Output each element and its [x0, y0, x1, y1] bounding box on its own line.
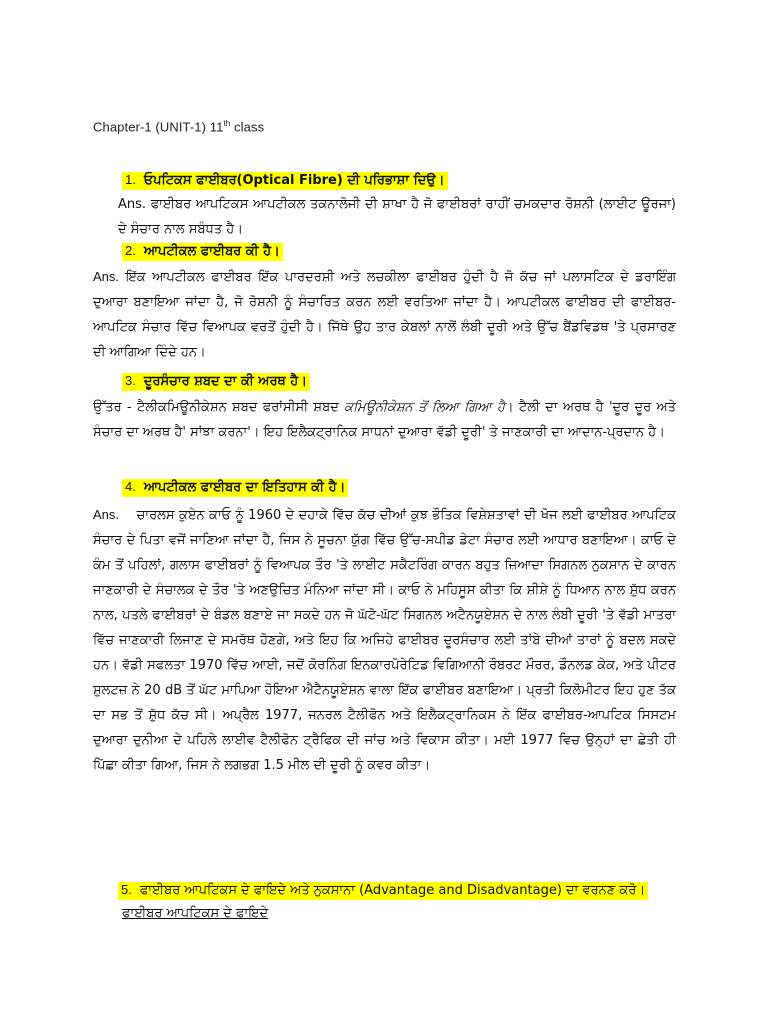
chapter-title-suffix: class: [230, 119, 265, 135]
question-1-highlight: [122, 172, 448, 190]
question-2-answer: [93, 264, 676, 365]
question-2-answer-label: Ans.: [93, 269, 120, 284]
question-1-text: ਓਪਟਿਕਸ ਫਾਈਬਰ(Optical Fibre) ਦੀ ਪਰਿਭਾਸ਼ਾ ਦਿਉ।: [143, 173, 445, 188]
chapter-title-superscript: th: [223, 119, 231, 128]
question-4-answer-text: ਚਾਰਲਸ ਕੁਏਨ ਕਾਓ ਨੂੰ 1960 ਦੇ ਦਹਾਕੇ ਵਿੱਚ ਕੱਚ ਦੀਆਂ ਕੁਝ ਭੌਤਿਕ ਵਿਸ਼ੇਸ਼ਤਾਵਾਂ ਦੀ ਖੋਜ ਲਈ ਫਾਈਬਰ ਆਪਟਿਕ ਸੰਚਾਰ ਦੇ ਪਿਤਾ ਵਜੋਂ ਜਾਣਿਆ ਜਾਂਦਾ ਹੈ, ਜਿਸ ਨੇ ਸੂਚਨਾ ਯੁੱਗ ਵਿੱਚ ਉੱਚ-ਸਪੀਡ ਡੇਟਾ ਸੰਚਾਰ ਲਈ ਆਧਾਰ ਬਣਾਇਆ। ਕਾਓ ਦੇ ਕੰਮ ਤੋਂ ਪਹਿਲਾਂ, ਗਲਾਸ ਫਾਈਬਰਾਂ ਨੂੰ ਵਿਆਪਕ ਤੌਰ 'ਤੇ ਲਾਈਟ ਸਕੈਟਰਿੰਗ ਕਾਰਨ ਬਹੁਤ ਜ਼ਿਆਦਾ ਸਿਗਨਲ ਨੁਕਸਾਨ ਦੇ ਕਾਰਨ ਜਾਣਕਾਰੀ ਦੇ ਸੰਚਾਲਕ ਦੇ ਤੌਰ 'ਤੇ ਅਣਉਚਿਤ ਮੰਨਿਆ ਜਾਂਦਾ ਸੀ। ਕਾਓ ਨੇ ਮਹਿਸੂਸ ਕੀਤਾ ਕਿ ਸ਼ੀਸ਼ੇ ਨੂੰ ਧਿਆਨ ਨਾਲ ਸ਼ੁੱਧ ਕਰਨ ਨਾਲ, ਪਤਲੇ ਫਾਈਬਰਾਂ ਦੇ ਬੰਡਲ ਬਣਾਏ ਜਾ ਸਕਦੇ ਹਨ ਜੋ ਘੱਟੋ-ਘੱਟ ਸਿਗਨਲ ਅਟੈਨਯੂਏਸ਼ਨ ਦੇ ਨਾਲ ਲੰਬੀ ਦੂਰੀ 'ਤੇ ਵੱਡੀ ਮਾਤਰਾ ਵਿੱਚ ਜਾਣਕਾਰੀ ਲਿਜਾਣ ਦੇ ਸਮਰੱਥ ਹੋਣਗੇ, ਅਤੇ ਇਹ ਕਿ ਅਜਿਹੇ ਫਾਈਬਰ ਦੂਰਸੰਚਾਰ ਲਈ ਤਾਂਬੇ ਦੀਆਂ ਤਾਰਾਂ ਨੂੰ ਬਦਲ ਸਕਦੇ ਹਨ। ਵੱਡੀ ਸਫਲਤਾ 1970 ਵਿੱਚ ਆਈ, ਜਦੋਂ ਕੋਰਨਿੰਗ ਇਨਕਾਰਪੋਰੇਟਿਡ ਵਿਗਿਆਨੀ ਰੌਬਰਟ ਮੌਰਰ, ਡੌਨਲਡ ਕੇਕ, ਅਤੇ ਪੀਟਰ ਸ਼ੁਲਟਜ਼ ਨੇ 20 dB ਤੋਂ ਘੱਟ ਮਾਪਿਆ ਹੋਇਆ ਐਟੈਨਯੂਏਸ਼ਨ ਵਾਲਾ ਇੱਕ ਫਾਈਬਰ ਬਣਾਇਆ। ਪ੍ਰਤੀ ਕਿਲੋਮੀਟਰ ਇਹ ਹੁਣ ਤੱਕ ਦਾ ਸਭ ਤੋਂ ਸ਼ੁੱਧ ਕੱਚ ਸੀ। ਅਪ੍ਰੈਲ 1977, ਜਨਰਲ ਟੈਲੀਫੋਨ ਅਤੇ ਇਲੈਕਟ੍ਰਾਨਿਕਸ ਨੇ ਇੱਕ ਫਾਈਬਰ-ਆਪਟਿਕ ਸਿਸਟਮ ਦੁਆਰਾ ਦੁਨੀਆ ਦੇ ਪਹਿਲੇ ਲਾਈਵ ਟੈਲੀਫੋਨ ਟ੍ਰੈਫਿਕ ਦੀ ਜਾਂਚ ਅਤੇ ਵਿਕਾਸ ਕੀਤਾ। ਮਈ 1977 ਵਿਚ ਉਨ੍ਹਾਂ ਦਾ ਛੇਤੀ ਹੀ ਪਿੱਛਾ ਕੀਤਾ ਗਿਆ, ਜਿਸ ਨੇ ਲਗਭਗ 1.5 ਮੀਲ ਦੀ ਦੂਰੀ ਨੂੰ ਕਵਰ ਕੀਤਾ।: [93, 508, 676, 773]
question-1-answer: Ans. ਫਾਈਬਰ ਆਪਟਿਕਸ ਆਪਟੀਕਲ ਤਕਨਾਲੋਜੀ ਦੀ ਸ਼ਾਖਾ ਹੈ ਜੋ ਫਾਈਬਰਾਂ ਰਾਹੀਂ ਚਮਕਦਾਰ ਰੋਸ਼ਨੀ (ਲਾਈਟ ਊਰਜਾ) ਦੇ ਸੰਚਾਰ ਨਾਲ ਸਬੰਧਤ ਹੈ।: [118, 197, 676, 237]
question-4-number: 4.: [125, 479, 136, 494]
question-3-highlight: [122, 373, 310, 391]
question-3-answer-end: । ਟੈਲੀ ਦਾ ਅਰਥ ਹੈ 'ਦੂਰ ਦੂਰ ਅਤੇ ਸੰਚਾਰ ਦਾ ਅਰਥ ਹੈ' ਸਾਂਝਾ ਕਰਨਾ'। ਇਹ ਇਲੈਕਟ੍ਰਾਨਿਕ ਸਾਧਨਾਂ ਦੁਆਰਾ ਵੱਡੀ ਦੂਰੀ' ਤੇ ਜਾਣਕਾਰੀ ਦਾ ਆਦਾਨ-ਪ੍ਰਦਾਨ ਹੈ।: [93, 400, 676, 440]
question-4-answer-label: Ans.: [93, 507, 120, 522]
question-4-highlight: [122, 479, 348, 497]
question-2-heading: [122, 241, 283, 262]
question-5-subheading: ਫਾਈਬਰ ਆਪਟਿਕਸ ਦੇ ਫਾਇਦੇ: [122, 906, 269, 921]
question-2-text: ਆਪਟੀਕਲ ਫਾਈਬਰ ਕੀ ਹੈ।: [143, 244, 280, 259]
question-5-heading: [118, 880, 648, 901]
question-3-answer-italic: ਕਮਿਊਨੀਕੇਸ਼ਨ ਤੋਂ ਲਿਆ ਗਿਆ ਹੈ: [344, 400, 505, 415]
question-3-number: 3.: [125, 373, 136, 388]
question-4-text: ਆਪਟੀਕਲ ਫਾਈਬਰ ਦਾ ਇਤਿਹਾਸ ਕੀ ਹੈ।: [143, 480, 346, 495]
chapter-title: [93, 119, 264, 134]
question-1-heading: [122, 170, 448, 191]
question-5-number: 5.: [121, 882, 132, 897]
question-1-number: 1.: [125, 172, 136, 187]
question-2-highlight: [122, 243, 283, 261]
question-4-answer: [93, 502, 676, 778]
question-5-highlight: [118, 882, 648, 900]
question-2-number: 2.: [125, 243, 136, 258]
question-3-answer-start: ਉੱਤਰ - ਟੈਲੀਕਮਿਊਨੀਕੇਸ਼ਨ ਸ਼ਬਦ ਫਰਾਂਸੀਸੀ ਸ਼ਬਦ: [93, 400, 345, 415]
question-5-text: ਫਾਈਬਰ ਆਪਟਿਕਸ ਦੇ ਫਾਇਦੇ ਅਤੇ ਨੁਕਸਾਨਾ (Advantage and Disadvantage) ਦਾ ਵਰਨਣ ਕਰੋ।: [139, 883, 646, 898]
chapter-title-text: Chapter-1 (UNIT-1) 11: [93, 119, 224, 135]
question-3-answer: [93, 395, 676, 445]
question-3-text: ਦੂਰਸੰਚਾਰ ਸ਼ਬਦ ਦਾ ਕੀ ਅਰਥ ਹੈ।: [143, 374, 308, 389]
question-3-heading: [122, 371, 310, 392]
question-2-answer-text: ਇੱਕ ਆਪਟੀਕਲ ਫਾਈਬਰ ਇੱਕ ਪਾਰਦਰਸ਼ੀ ਅਤੇ ਲਚਕੀਲਾ ਫਾਈਬਰ ਹੁੰਦੀ ਹੈ ਜੋ ਕੱਚ ਜਾਂ ਪਲਾਸਟਿਕ ਦੇ ਡਰਾਇੰਗ ਦੁਆਰਾ ਬਣਾਇਆ ਜਾਂਦਾ ਹੈ, ਜੋ ਰੋਸ਼ਨੀ ਨੂੰ ਸੰਚਾਰਿਤ ਕਰਨ ਲਈ ਵਰਤਿਆ ਜਾਂਦਾ ਹੈ। ਆਪਟੀਕਲ ਫਾਈਬਰ ਦੀ ਫਾਈਬਰ-ਆਪਟਿਕ ਸੰਚਾਰ ਵਿੱਚ ਵਿਆਪਕ ਵਰਤੋਂ ਹੁੰਦੀ ਹੈ। ਜਿੱਥੇ ਉਹ ਤਾਰ ਕੇਬਲਾਂ ਨਾਲੋਂ ਲੰਬੀ ਦੂਰੀ ਅਤੇ ਉੱਚ ਬੈਂਡਵਿਡਥ 'ਤੇ ਪ੍ਰਸਾਰਣ ਦੀ ਆਗਿਆ ਦਿੰਦੇ ਹਨ।: [93, 270, 676, 360]
question-4-heading: [122, 477, 348, 498]
